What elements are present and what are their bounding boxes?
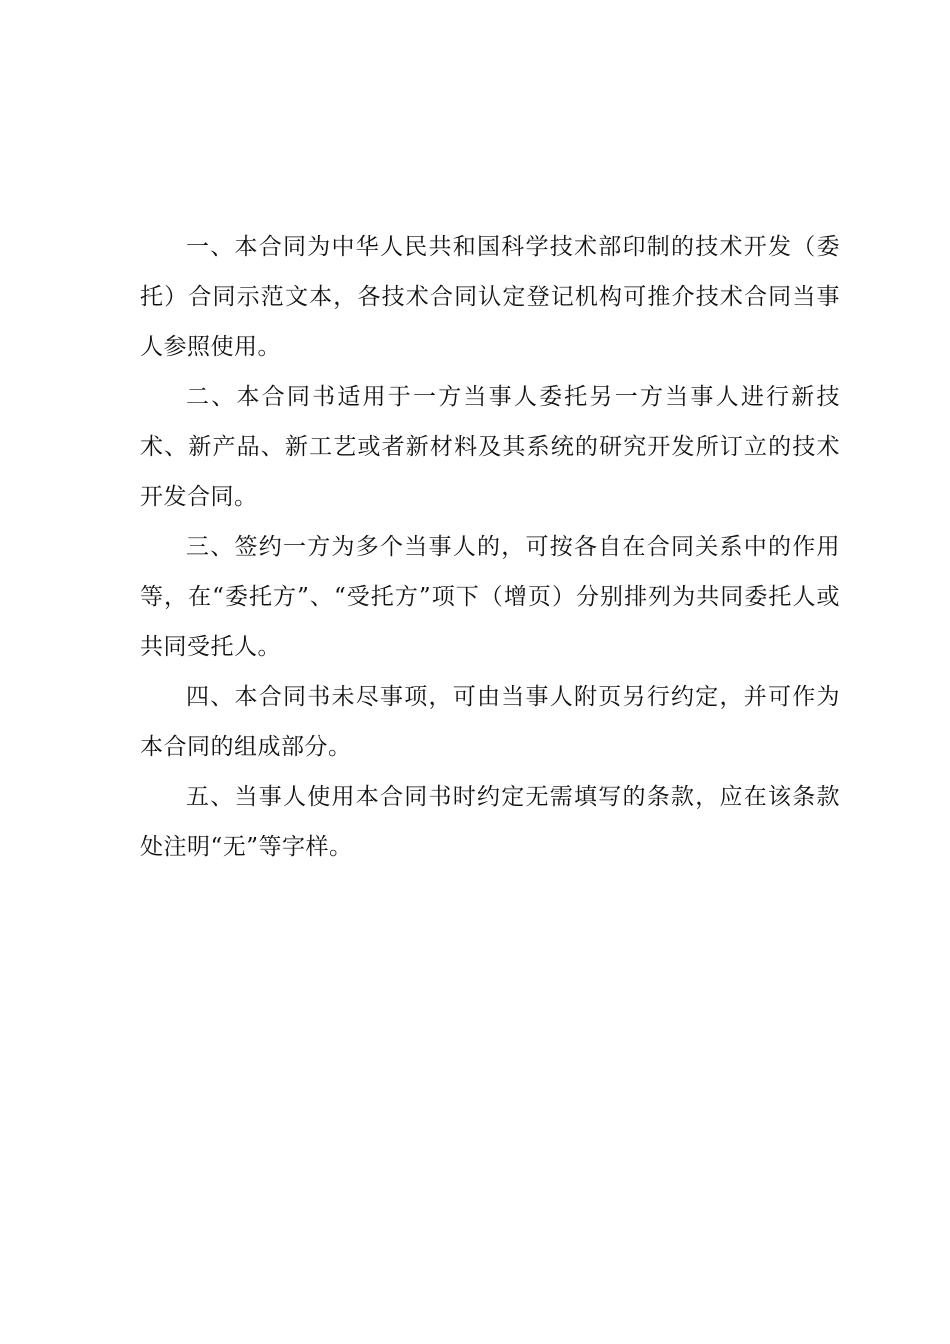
instruction-paragraph-3: 三、签约一方为多个当事人的，可按各自在合同关系中的作用等，在“委托方”、“受托方”项下（增页）分别排列为共同委托人或共同受托人。 bbox=[140, 534, 840, 660]
instruction-paragraph-5: 五、当事人使用本合同书时约定无需填写的条款，应在该条款处注明“无”等字样。 bbox=[140, 784, 840, 860]
instruction-paragraph-1: 一、本合同为中华人民共和国科学技术部印制的技术开发（委托）合同示范文本，各技术合同认定登记机构可推介技术合同当事人参照使用。 bbox=[140, 234, 840, 360]
instruction-paragraph-4: 四、本合同书未尽事项，可由当事人附页另行约定，并可作为本合同的组成部分。 bbox=[140, 684, 840, 760]
instruction-paragraph-2: 二、本合同书适用于一方当事人委托另一方当事人进行新技术、新产品、新工艺或者新材料及其系统的研究开发所订立的技术开发合同。 bbox=[140, 384, 840, 510]
instructions-list bbox=[140, 222, 840, 872]
